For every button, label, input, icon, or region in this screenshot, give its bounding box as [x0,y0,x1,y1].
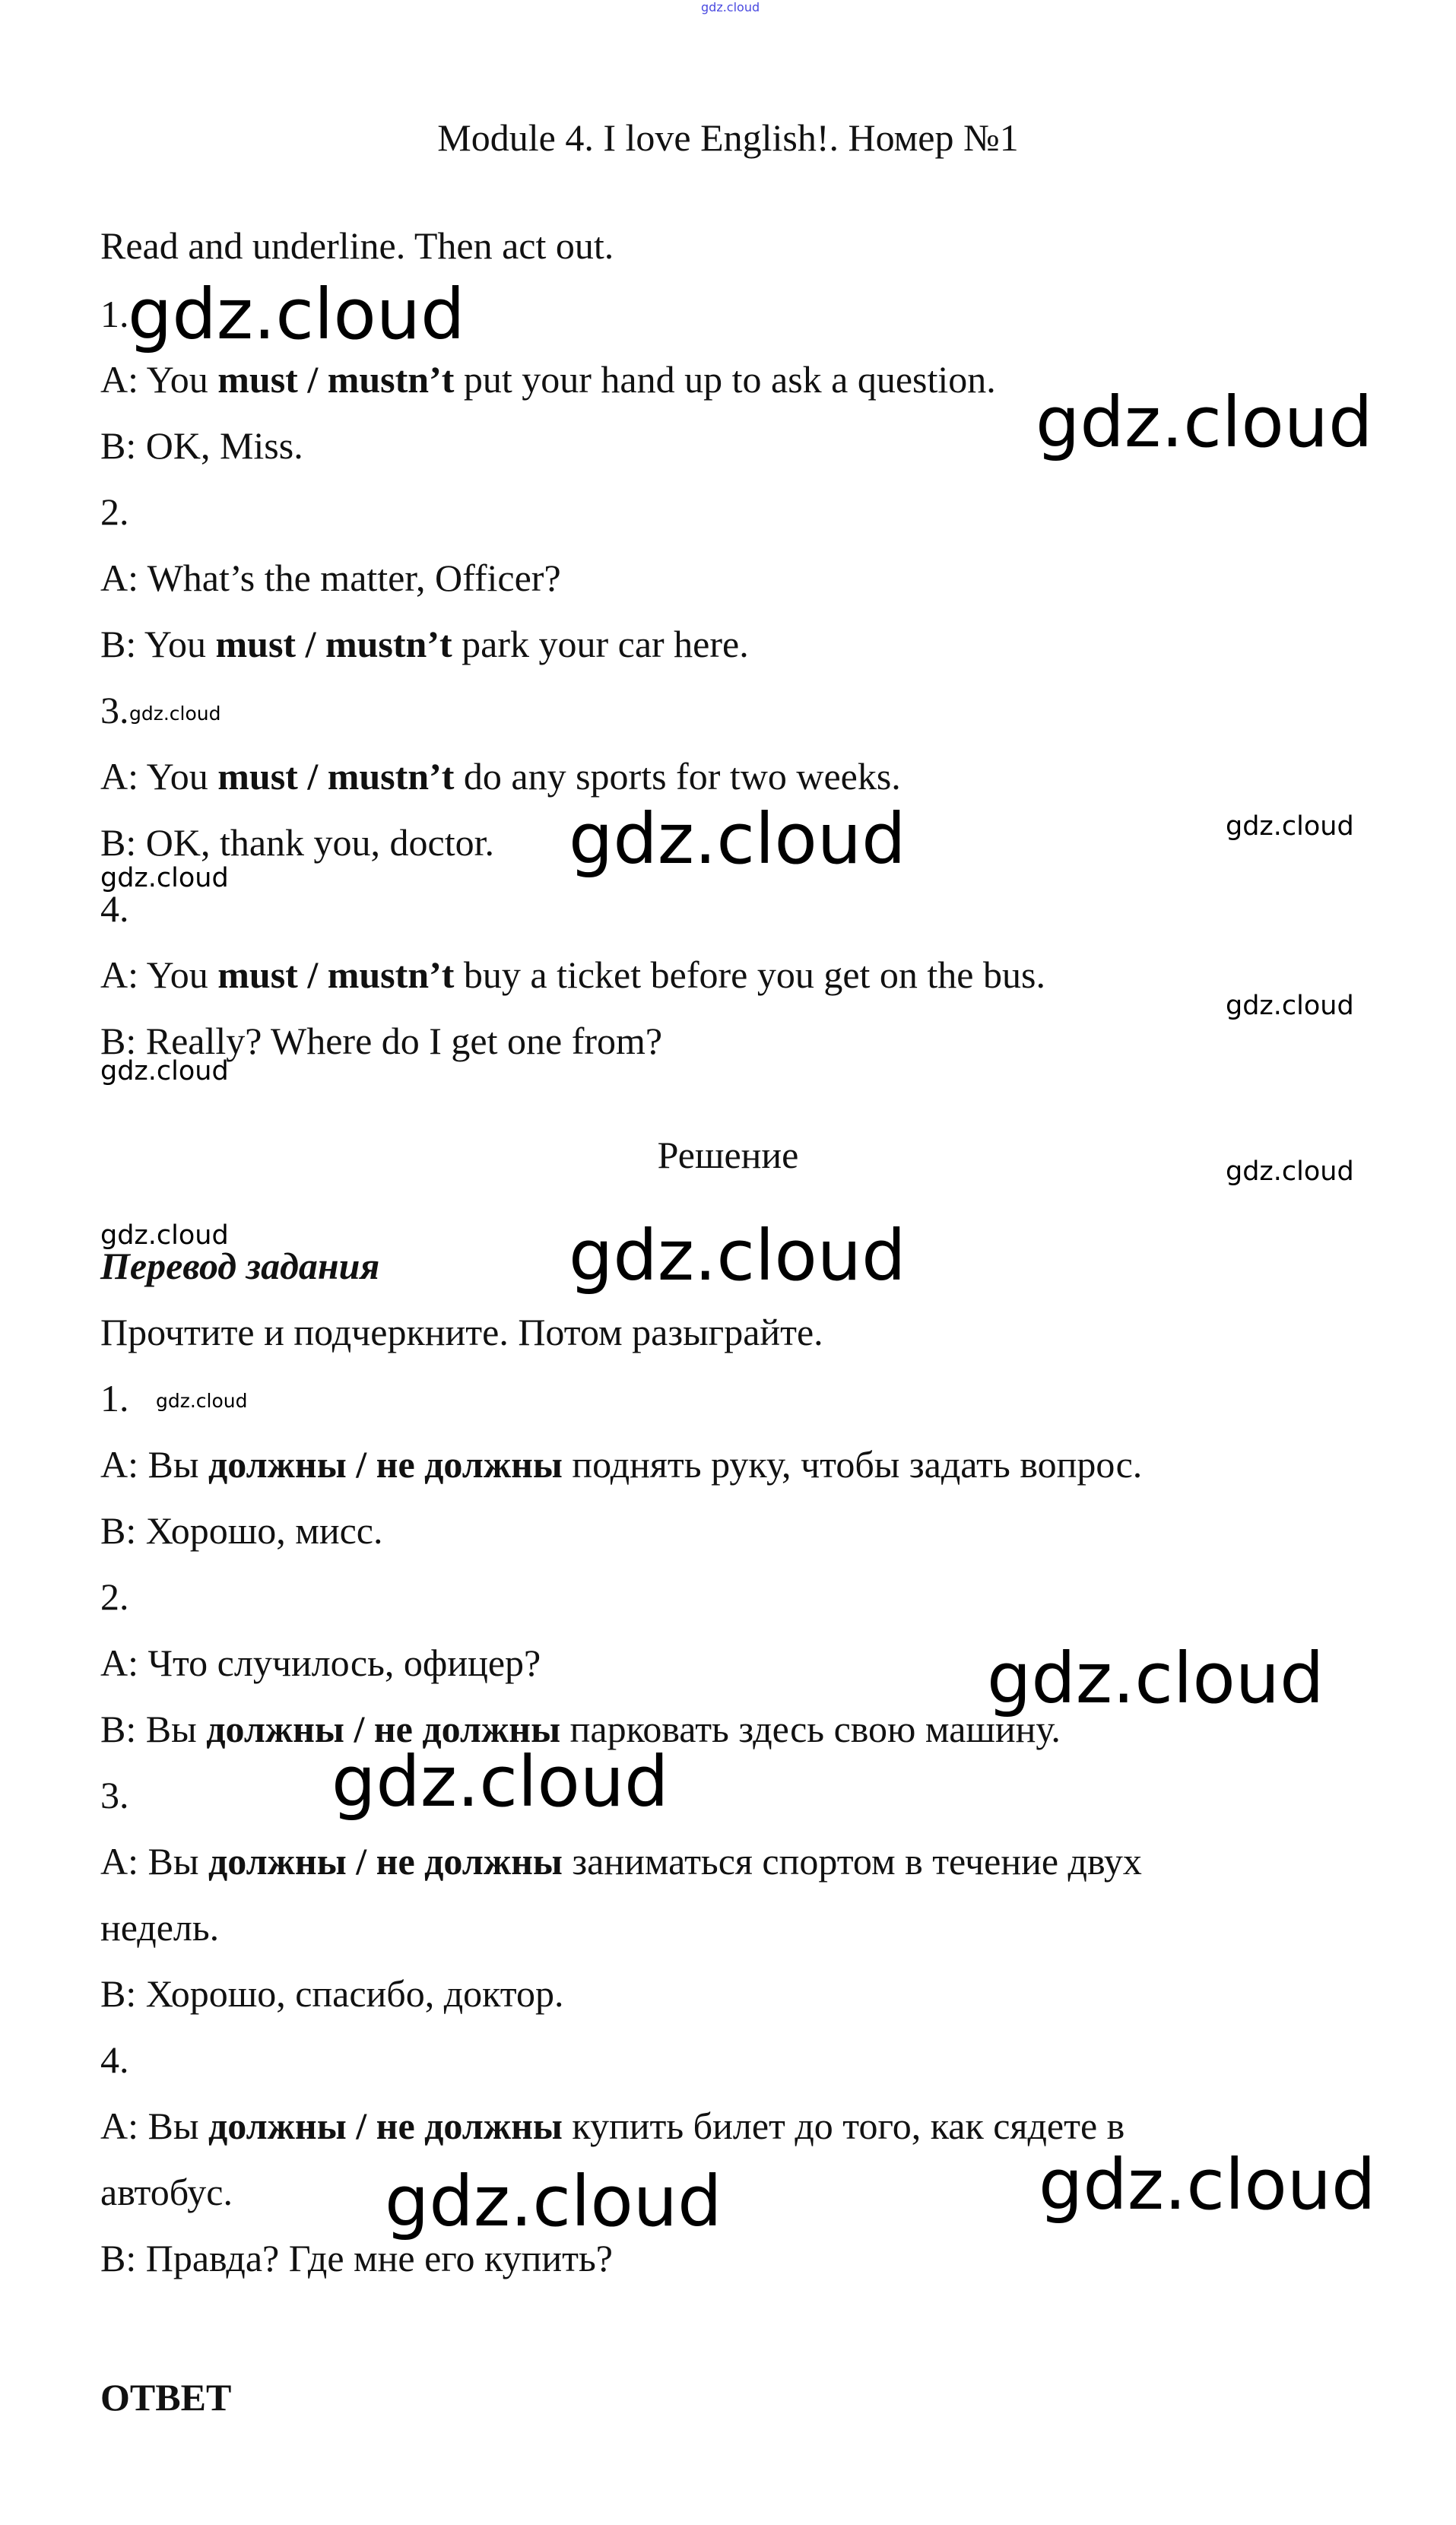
translation-line-a-continued: недель. [100,1906,220,1949]
task-line-b: B: OK, Miss. [100,424,303,467]
translation-line-a: A: Что случилось, офицер? [100,1642,541,1684]
modal-choice: должны / не должны [206,1708,561,1750]
watermark: gdz.cloud [156,1390,248,1412]
translation-line-b: B: Правда? Где мне его купить? [100,2237,613,2279]
task-instruction: Read and underline. Then act out. [100,224,614,267]
watermark: gdz.cloud [331,1741,669,1822]
watermark: gdz.cloud [1226,811,1354,842]
watermark: gdz.cloud [569,1215,906,1296]
watermark: gdz.cloud [569,798,906,880]
watermark: gdz.cloud [385,2161,722,2242]
task-line-b: B: Really? Where do I get one from? [100,1020,663,1062]
task-item-number: 1. [100,293,129,335]
translation-heading: Перевод задания [100,1245,380,1287]
watermark: gdz.cloud [128,274,465,355]
watermark: gdz.cloud [701,0,760,14]
answer-heading: ОТВЕТ [100,2376,232,2419]
translation-line-a: A: Вы должны / не должны поднять руку, чтобы задать вопрос. [100,1443,1143,1486]
task-line-b: B: OK, thank you, doctor. [100,821,495,864]
translation-item-number: 4. [100,2038,129,2081]
task-item-number: 4. [100,887,129,930]
translation-item-number: 2. [100,1575,129,1618]
watermark: gdz.cloud [1039,2144,1376,2225]
watermark: gdz.cloud [100,1220,229,1251]
solution-heading: Решение [657,1134,799,1176]
translation-line-a: A: Вы должны / не должны купить билет до того, как сядете в [100,2105,1125,2147]
watermark: gdz.cloud [129,703,221,725]
watermark: gdz.cloud [1226,991,1354,1021]
task-line-a: A: You must / mustn’t put your hand up to ask a question. [100,358,996,401]
translation-instruction: Прочтите и подчеркните. Потом разыграйте. [100,1311,823,1353]
translation-line-b: B: Вы должны / не должны парковать здесь свою машину. [100,1708,1061,1750]
task-line-b: B: You must / mustn’t park your car here. [100,623,749,665]
modal-choice: должны / не должны [208,1443,563,1486]
modal-choice: должны / не должны [208,2105,563,2147]
task-line-a: A: What’s the matter, Officer? [100,557,561,599]
modal-choice: должны / не должны [208,1840,563,1883]
modal-choice: must / mustn’t [215,623,452,665]
translation-line-a: A: Вы должны / не должны заниматься спортом в течение двух [100,1840,1142,1883]
modal-choice: must / mustn’t [217,358,455,401]
modal-choice: must / mustn’t [217,953,455,996]
task-item-number: 3. [100,689,129,731]
task-item-number: 2. [100,490,129,533]
translation-line-b: B: Хорошо, спасибо, доктор. [100,1972,564,2015]
modal-choice: must / mustn’t [217,755,455,798]
watermark: gdz.cloud [1036,382,1373,463]
translation-item-number: 1. [100,1377,129,1420]
page-title: Module 4. I love English!. Номер №1 [437,116,1019,159]
watermark: gdz.cloud [1226,1156,1354,1187]
task-line-a: A: You must / mustn’t buy a ticket before you get on the bus. [100,953,1045,996]
translation-line-b: B: Хорошо, мисс. [100,1509,383,1552]
watermark: gdz.cloud [100,863,229,893]
task-line-a: A: You must / mustn’t do any sports for two weeks. [100,755,901,798]
translation-item-number: 3. [100,1774,129,1816]
translation-line-a-continued: автобус. [100,2171,233,2213]
watermark: gdz.cloud [987,1638,1324,1719]
watermark: gdz.cloud [100,1056,229,1086]
